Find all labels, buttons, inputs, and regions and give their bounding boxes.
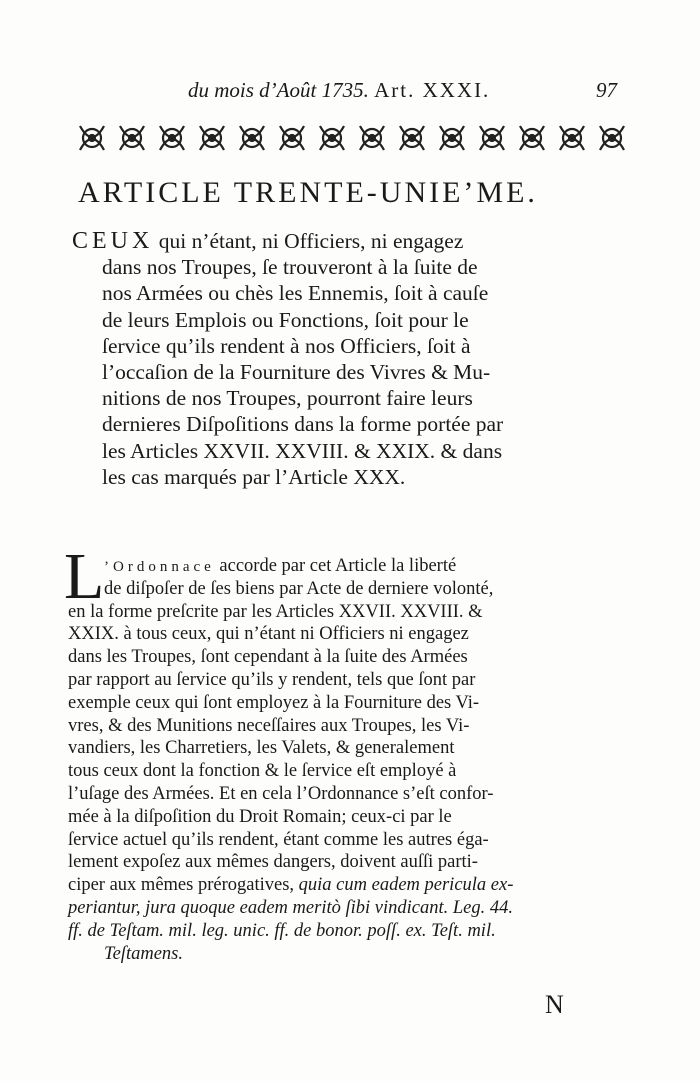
article-line: nos Armées ou chès les Ennemis, ſoit à cauſe: [102, 281, 489, 306]
commentary-line: tous ceux dont la fonction & le ſervice eſt employé à: [68, 761, 457, 782]
commentary-line: de diſpoſer de ſes biens par Acte de derniere volonté,: [104, 578, 494, 599]
article-line: nitions de nos Troupes, pourront faire leurs: [102, 386, 473, 411]
article-line: CEUX qui n’étant, ni Officiers, ni engagez: [72, 228, 464, 254]
commentary-text: [64, 540, 638, 965]
article-line: dernieres Diſpoſitions dans la forme portée par: [102, 412, 504, 437]
article-line: l’occaſion de la Fourniture des Vivres & Mu-: [102, 359, 491, 384]
commentary-line: ciper aux mêmes prérogatives, quia cum eadem pericula ex-: [68, 875, 514, 896]
signature-mark: N: [545, 990, 564, 1019]
commentary-line: vres, & des Munitions neceſſaires aux Troupes, les Vi-: [68, 715, 470, 736]
article-line: les Articles XXVII. XXVIII. & XXIX. & dans: [102, 438, 503, 463]
commentary-line: exemple ceux qui ſont employez à la Fourniture des Vi-: [68, 692, 480, 713]
article-line: dans nos Troupes, ſe trouveront à la ſuite de: [102, 255, 478, 280]
page-number: 97: [596, 78, 617, 102]
article-line: de leurs Emplois ou Fonctions, ſoit pour le: [102, 307, 469, 332]
commentary-line: XXIX. à tous ceux, qui n’étant ni Officiers ni engagez: [68, 624, 469, 645]
commentary-line: mée à la diſpoſition du Droit Romain; ceux-ci par le: [68, 806, 452, 827]
drop-cap: L: [64, 540, 105, 613]
commentary-line: par rapport au ſervice qu’ils y rendent, tels que ſont par: [68, 669, 476, 690]
article-title: ARTICLE TRENTE-UNIE’ME.: [78, 176, 538, 209]
commentary-line: vandiers, les Charretiers, les Valets, & generalement: [68, 738, 455, 759]
commentary-line: Teſtamens.: [104, 943, 183, 964]
commentary-line: ſervice actuel qu’ils rendent, étant comme les autres éga-: [68, 829, 489, 850]
article-first-word: CEUX: [72, 228, 154, 254]
commentary-line: lement expoſez aux mêmes dangers, doivent auſſi parti-: [68, 852, 478, 873]
article-line: ſervice qu’ils rendent à nos Officiers, ſoit à: [102, 333, 471, 358]
running-head-article: Art. XXXI.: [374, 78, 491, 102]
commentary-line: en la forme preſcrite par les Articles XXVII. XXVIII. &: [68, 601, 483, 622]
article-text: [62, 228, 642, 490]
running-head-date: du mois d’Août 1735.: [188, 78, 369, 102]
article-line: les cas marqués par l’Article XXX.: [102, 464, 406, 489]
commentary-line: ’Ordonnace accorde par cet Article la liberté: [104, 556, 457, 576]
commentary-line: dans les Troupes, ſont cependant à la ſuite des Armées: [68, 647, 468, 668]
commentary-line: periantur, jura quoque eadem meritò ſibi vindicant. Leg. 44.: [68, 897, 513, 918]
running-head: [188, 78, 628, 103]
decorative-ornament-band: [72, 118, 632, 158]
commentary-line: l’uſage des Armées. Et en cela l’Ordonnance s’eſt confor-: [68, 783, 494, 804]
commentary-line: ff. de Teſtam. mil. leg. unic. ff. de bonor. poſſ. ex. Teſt. mil.: [68, 920, 496, 941]
commentary-first-word: ’Ordonnace: [104, 559, 215, 575]
